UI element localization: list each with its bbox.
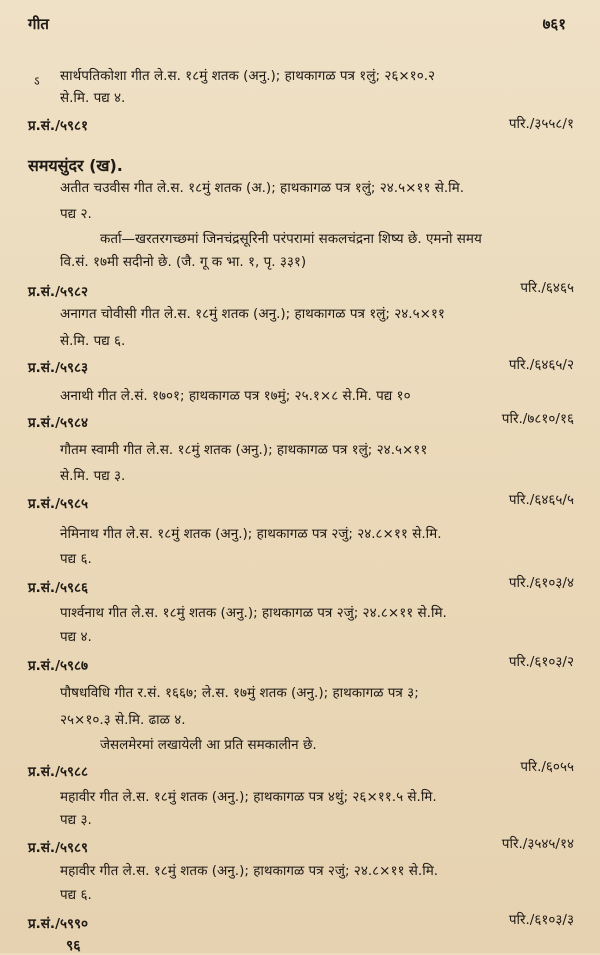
entry-line: से.मि. पद्य ६. <box>60 333 126 349</box>
accession-number: प्र.सं./५९८९ <box>28 840 89 856</box>
entry-line: महावीर गीत ले.स. १८मुं शतक (अनु.); हाथकागळ पत्र ४थुं; २६×११.५ से.मि. <box>60 789 437 805</box>
reference-number: परि./६४६५ <box>520 280 574 296</box>
entry-line: महावीर गीत ले.स. १८मुं शतक (अनु.); हाथकागळ पत्र २जुं; २४.८×११ से.मि. <box>60 863 439 879</box>
entry-line: अतीत चउवीस गीत ले.स. १८मुं शतक (अ.); हाथकागळ पत्र १लुं; २४.५×११ से.मि. <box>60 180 465 196</box>
entry-line: से.मि. पद्य ३. <box>60 468 126 484</box>
entry-line: २५×१०.३ से.मि. ढाळ ४. <box>60 712 186 728</box>
accession-number: प्र.सं./५९८३ <box>28 360 89 376</box>
reference-number: परि./६१०३/३ <box>508 912 574 928</box>
entry-line: सार्थपतिकोशा गीत ले.स. १८मुं शतक (अनु.); हाथकागळ पत्र १लुं; २६×१०.२ <box>60 68 436 84</box>
accession-number: प्र.सं./५९८४ <box>28 415 89 431</box>
reference-number: परि./६१०३/४ <box>508 575 574 591</box>
entry-line: नेमिनाथ गीत ले.स. १८मुं शतक (अनु.); हाथकागळ पत्र २जुं; २४.८×११ से.मि. <box>60 526 442 542</box>
entry-line: वि.सं. १७मी सदीनो छे. (जै. गू क भा. १, पृ. ३३१) <box>60 254 307 270</box>
reference-number: परि./३५५८/१ <box>508 116 574 132</box>
reference-number: परि./६४६५/२ <box>508 357 574 373</box>
running-head: गीत <box>28 15 49 33</box>
accession-number: प्र.सं./५९८८ <box>28 764 89 780</box>
margin-mark: ऽ <box>34 74 40 88</box>
reference-number: परि./६०५५ <box>520 759 574 775</box>
entry-line: पार्श्वनाथ गीत ले.स. १८मुं शतक (अनु.); हाथकागळ पत्र २जुं; २४.८×११ से.मि. <box>60 605 447 621</box>
entry-line: अनाथी गीत ले.सं. १७०१; हाथकागळ पत्र १७मुं; २५.१×८ से.मि. पद्य १० <box>60 388 411 404</box>
accession-number: प्र.सं./५९८२ <box>28 284 89 300</box>
entry-line: पद्य २. <box>60 206 92 222</box>
accession-number: प्र.सं./५९८७ <box>28 658 89 674</box>
entry-line: पौषधविधि गीत र.सं. १६६७; ले.स. १७मुं शतक (अनु.); हाथकागळ पत्र ३; <box>60 685 419 701</box>
entry-line: जेसलमेरमां लखायेली आ प्रति समकालीन छे. <box>100 737 317 753</box>
reference-number: परि./६१०३/२ <box>508 654 574 670</box>
entry-line: पद्य ६. <box>60 887 92 903</box>
reference-number: परि./६४६५/५ <box>508 492 574 508</box>
reference-number: परि./३५४५/१४ <box>501 836 574 852</box>
entry-line: अनागत चोवीसी गीत ले.स. १८मुं शतक (अनु.); हाथकागळ पत्र १लुं; २४.५×११ <box>60 306 445 322</box>
entry-line: पद्य ३. <box>60 812 92 828</box>
page-number: ७६१ <box>542 15 566 33</box>
accession-number: प्र.सं./५९९० <box>28 916 89 932</box>
author-heading: समयसुंदर (ख). <box>28 156 123 175</box>
reference-number: परि./७८१०/१६ <box>501 411 574 427</box>
accession-number: प्र.सं./५९८५ <box>28 496 89 512</box>
footer-number: ९६ <box>66 938 81 954</box>
entry-line: पद्य ६. <box>60 551 92 567</box>
entry-line: गौतम स्वामी गीत ले.स. १८मुं शतक (अनु.); हाथकागळ पत्र १लुं; २४.५×११ <box>60 442 428 458</box>
accession-number: प्र.सं./५९८१ <box>28 118 89 134</box>
entry-line: पद्य ४. <box>60 629 92 645</box>
entry-line: से.मि. पद्य ४. <box>60 90 126 106</box>
accession-number: प्र.सं./५९८६ <box>28 580 89 596</box>
entry-line: कर्ता—खरतरगच्छमां जिनचंद्रसूरिनी परंपरामां सकलचंद्रना शिष्य छे. एमनो समय <box>100 231 482 247</box>
